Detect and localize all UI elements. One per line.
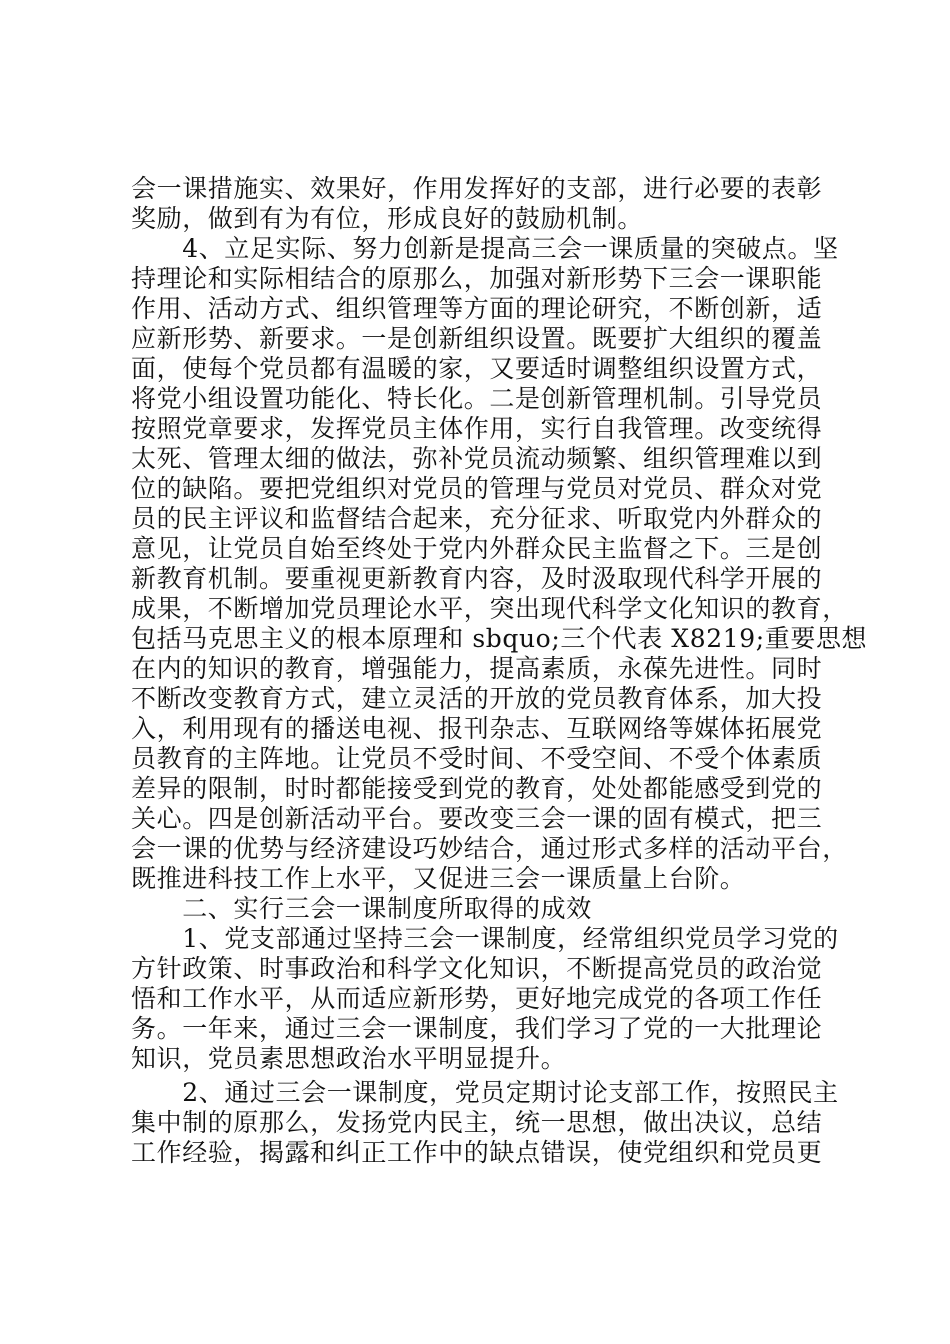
text-line: 方针政策、时事政治和科学文化知识，不断提高党员的政治觉: [131, 954, 823, 983]
text-line: 既推进科技工作上水平，又促进三会一课质量上台阶。: [131, 864, 746, 893]
text-line: 按照党章要求，发挥党员主体作用，实行自我管理。改变统得: [131, 414, 823, 443]
text-line: 员的民主评议和监督结合起来，充分征求、听取党内外群众的: [131, 504, 823, 533]
text-line: 关心。四是创新活动平台。要改变三会一课的固有模式，把三: [131, 804, 823, 833]
text-line: 将党小组设置功能化、特长化。二是创新管理机制。引导党员: [131, 384, 823, 413]
text-line: 在内的知识的教育，增强能力，提高素质，永葆先进性。同时: [131, 654, 823, 683]
text-line: 员教育的主阵地。让党员不受时间、不受空间、不受个体素质: [131, 744, 823, 773]
text-line: 作用、活动方式、组织管理等方面的理论研究，不断创新，适: [131, 294, 823, 323]
text-line: 知识，党员素思想政治水平明显提升。: [131, 1044, 567, 1073]
text-line: 2、通过三会一课制度，党员定期讨论支部工作，按照民主: [131, 1078, 839, 1107]
text-line: 新教育机制。要重视更新教育内容，及时汲取现代科学开展的: [131, 564, 823, 593]
text-line: 不断改变教育方式，建立灵活的开放的党员教育体系，加大投: [131, 684, 823, 713]
text-line: 务。一年来，通过三会一课制度，我们学习了党的一大批理论: [131, 1014, 823, 1043]
text-line: 集中制的原那么，发扬党内民主，统一思想，做出决议，总结: [131, 1108, 823, 1137]
text-line: 悟和工作水平，从而适应新形势，更好地完成党的各项工作任: [131, 984, 823, 1013]
text-line: 太死、管理太细的做法，弥补党员流动频繁、组织管理难以到: [131, 444, 823, 473]
document-body: [131, 174, 868, 1168]
text-line: 位的缺陷。要把党组织对党员的管理与党员对党员、群众对党: [131, 474, 823, 503]
text-line: 工作经验，揭露和纠正工作中的缺点错误，使党组织和党员更: [131, 1138, 823, 1167]
text-line: 应新形势、新要求。一是创新组织设置。既要扩大组织的覆盖: [131, 324, 823, 353]
text-line: 成果，不断增加党员理论水平，突出现代科学文化知识的教育，: [131, 594, 848, 623]
text-line: 意见，让党员自始至终处于党内外群众民主监督之下。三是创: [131, 534, 823, 563]
text-line: 会一课措施实、效果好，作用发挥好的支部，进行必要的表彰: [131, 174, 823, 203]
text-line: 面，使每个党员都有温暖的家，又要适时调整组织设置方式，: [131, 354, 823, 383]
text-line: 会一课的优势与经济建设巧妙结合，通过形式多样的活动平台，: [131, 834, 848, 863]
text-line: 入，利用现有的播送电视、报刊杂志、互联网络等媒体拓展党: [131, 714, 823, 743]
text-line: 4、立足实际、努力创新是提高三会一课质量的突破点。坚: [131, 234, 839, 263]
text-line: 包括马克思主义的根本原理和 sbquo;三个代表 X8219;重要思想: [131, 624, 868, 653]
text-line: 奖励，做到有为有位，形成良好的鼓励机制。: [131, 204, 644, 233]
text-line: 持理论和实际相结合的原那么，加强对新形势下三会一课职能: [131, 264, 823, 293]
text-line: 1、党支部通过坚持三会一课制度，经常组织党员学习党的: [131, 924, 839, 953]
section-heading: 二、实行三会一课制度所取得的成效: [131, 894, 592, 923]
text-line: 差异的限制，时时都能接受到党的教育，处处都能感受到党的: [131, 774, 823, 803]
